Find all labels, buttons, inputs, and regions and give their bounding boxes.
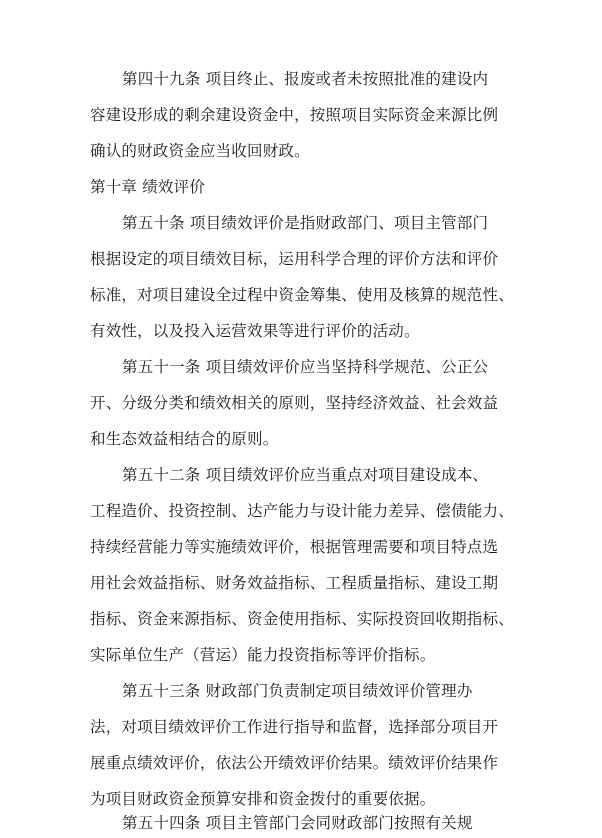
text-line: 有效性，以及投入运营效果等进行评价的活动。 [90,322,420,340]
text-line: 第五十四条 项目主管部门会同财政部门按照有关规 [122,814,473,832]
text-line: 第五十三条 财政部门负责制定项目绩效评价管理办 [122,682,473,700]
text-line: 第五十条 项目绩效评价是指财政部门、项目主管部门 [122,214,489,232]
text-line: 和生态效益相结合的原则。 [90,430,279,448]
text-line: 第五十二条 项目绩效评价应当重点对项目建设成本、 [122,466,489,484]
text-line: 开、分级分类和绩效相关的原则，坚持经济效益、社会效益 [90,394,499,412]
text-line: 为项目财政资金预算安排和资金拨付的重要依据。 [90,790,436,808]
chapter-heading: 第十章 绩效评价 [90,178,206,196]
text-line: 展重点绩效评价，依法公开绩效评价结果。绩效评价结果作 [90,754,499,772]
text-line: 持续经营能力等实施绩效评价，根据管理需要和项目特点选 [90,538,499,556]
text-line: 法，对项目绩效评价工作进行指导和监督，选择部分项目开 [90,718,499,736]
text-line: 工程造价、投资控制、达产能力与设计能力差异、偿债能力、 [90,502,514,520]
text-line: 第四十九条 项目终止、报废或者未按照批准的建设内 [122,70,489,88]
text-line: 确认的财政资金应当收回财政。 [90,142,310,160]
text-line: 容建设形成的剩余建设资金中，按照项目实际资金来源比例 [90,106,499,124]
text-line: 实际单位生产（营运）能力投资指标等评价指标。 [90,646,436,664]
text-line: 根据设定的项目绩效目标，运用科学合理的评价方法和评价 [90,250,499,268]
text-line: 指标、资金来源指标、资金使用指标、实际投资回收期指标、 [90,610,514,628]
text-line: 用社会效益指标、财务效益指标、工程质量指标、建设工期 [90,574,499,592]
text-line: 第五十一条 项目绩效评价应当坚持科学规范、公正公 [122,358,489,376]
text-line: 标准，对项目建设全过程中资金筹集、使用及核算的规范性、 [90,286,514,304]
